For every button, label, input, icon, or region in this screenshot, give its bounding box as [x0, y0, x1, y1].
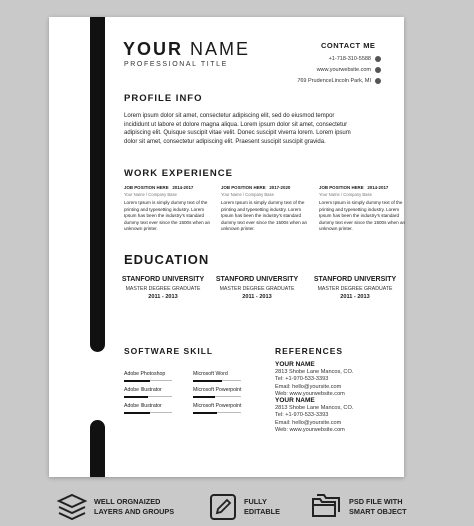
contact-website: www.yourwebsite.com [317, 67, 381, 73]
job-title: JOB POSITION HERE [124, 185, 169, 190]
education-entry [307, 276, 403, 300]
feature-layers-line2: LAYERS AND GROUPS [94, 507, 175, 516]
skill-label: Adobe Photoshop [124, 371, 166, 377]
reference-phone: Tel: +1-970-533-3393 [275, 412, 329, 419]
work-heading: WORK EXPERIENCE [124, 168, 233, 179]
education-years: 2011 - 2013 [340, 294, 370, 300]
reference-name: YOUR NAME [275, 361, 315, 368]
feature-layers-line1: WELL ORGNAIZED [94, 497, 161, 506]
skill-bar [124, 396, 172, 397]
reference-phone: Tel: +1-970-533-3393 [275, 376, 329, 383]
contact-address: 769 PrudenceLincoln Park, MI [297, 78, 381, 84]
location-icon [375, 78, 381, 84]
education-school: STANFORD UNIVERSITY [313, 276, 397, 283]
skill-label: Microsoft Powerpoint [193, 403, 242, 409]
references-heading: REFERENCES [275, 346, 344, 356]
feature-psd-line2: SMART OBJECT [349, 507, 407, 516]
education-degree: MASTER DEGREE GRADUATE [219, 286, 295, 292]
reference-address: 2813 Shobe Lane Mancos, CO. [275, 404, 354, 411]
skill-bar-fill [124, 380, 150, 382]
name-heading: YOUR NAME [123, 39, 251, 59]
education-entry [209, 276, 305, 300]
folders-icon [309, 492, 343, 522]
skill-bar-fill [124, 396, 148, 398]
skill-bar [193, 412, 241, 413]
profile-text: Lorem ipsum dolor sit amet, consectetur adipiscing elit, sed do eiusmod tempor incididunt ut labore et dolore magna aliqua. Lorem ipsum dolor sit amet, consectetur adipiscing elit. Quisque suscipit vitae velit. Donec suscipit viverra lorem. Lorem ipsum dolor sit amet, consectetur adipiscing elit. Praesent suscipit suscipit gravida. [124, 113, 351, 145]
job-description: Lorem Ipsum is simply dummy text of the printing and typesetting industry. Lorem Ipsum has been the industry's standard dummy text ever since the 1500s when an unknown printer. [221, 200, 308, 232]
skill-bar [193, 396, 241, 397]
skills-heading: SOFTWARE SKILL [124, 346, 214, 356]
feature-editable-line1: FULLY [244, 497, 267, 506]
resume-page [49, 17, 404, 477]
reference-address: 2813 Shobe Lane Mancos, CO. [275, 368, 354, 375]
job-company: Your Name / Company Base [221, 192, 274, 197]
skill-label: Adobe Illustrator [124, 387, 162, 393]
job-years: 2014-2017 [172, 185, 194, 190]
contact-heading: CONTACT ME [321, 41, 376, 50]
education-degree: MASTER DEGREE GRADUATE [125, 286, 201, 292]
skill-bar-fill [193, 396, 215, 398]
feature-editable-line2: EDITABLE [244, 507, 280, 516]
reference-email: Email: hello@yoursite.com [275, 419, 342, 426]
education-heading: EDUCATION [124, 252, 210, 267]
profile-heading: PROFILE INFO [124, 93, 203, 104]
job-entry [221, 185, 309, 233]
job-title: JOB POSITION HERE [221, 185, 266, 190]
skill-bar-fill [193, 380, 222, 382]
feature-layers [56, 492, 174, 522]
layers-icon [56, 492, 88, 522]
education-entry [115, 276, 211, 300]
skill-bar [124, 380, 172, 381]
contact-phone: +1-718-310-5588 [329, 56, 381, 62]
job-title: JOB POSITION HERE [319, 185, 364, 190]
pencil-icon [208, 492, 238, 522]
job-years: 2017-2020 [269, 185, 291, 190]
job-company: Your Name / Company Base [124, 192, 177, 197]
job-title-line [319, 185, 407, 190]
skill-label: Microsoft Word [193, 371, 228, 377]
left-accent-bar-bottom [90, 420, 105, 477]
skill-bar [193, 380, 241, 381]
phone-icon [375, 56, 381, 62]
reference-name: YOUR NAME [275, 397, 315, 404]
job-entry [124, 185, 212, 233]
skill-bar-fill [124, 412, 150, 414]
feature-psd [309, 492, 407, 522]
education-years: 2011 - 2013 [148, 294, 178, 300]
professional-title: PROFESSIONAL TITLE [124, 61, 228, 68]
left-accent-bar-top [90, 17, 105, 352]
skill-label: Adobe Illustrator [124, 403, 162, 409]
education-degree: MASTER DEGREE GRADUATE [317, 286, 393, 292]
job-entry [319, 185, 407, 233]
skill-label: Microsoft Powerpoint [193, 387, 242, 393]
reference-web: Web: www.yourwebsite.com [275, 427, 345, 434]
feature-psd-line1: PSD FILE WITH [349, 497, 403, 506]
skill-bar-fill [193, 412, 217, 414]
reference-entry [275, 361, 353, 399]
skill-bar [124, 412, 172, 413]
job-title-line [124, 185, 212, 190]
job-description: Lorem Ipsum is simply dummy text of the printing and typesetting industry. Lorem Ipsum has been the industry's standard dummy text ever since the 1500s when an unknown printer. [319, 200, 406, 232]
reference-email: Email: hello@yoursite.com [275, 383, 342, 390]
feature-editable [208, 492, 280, 522]
reference-entry [275, 397, 353, 435]
education-school: STANFORD UNIVERSITY [121, 276, 205, 283]
globe-icon [375, 67, 381, 73]
job-description: Lorem Ipsum is simply dummy text of the printing and typesetting industry. Lorem Ipsum has been the industry's standard dummy text ever since the 1500s when an unknown printer. [124, 200, 211, 232]
job-title-line [221, 185, 309, 190]
education-years: 2011 - 2013 [242, 294, 272, 300]
reference-web: Web: www.yourwebsite.com [275, 391, 345, 398]
job-company: Your Name / Company Base [319, 192, 372, 197]
education-school: STANFORD UNIVERSITY [215, 276, 299, 283]
job-years: 2014-2017 [367, 185, 389, 190]
